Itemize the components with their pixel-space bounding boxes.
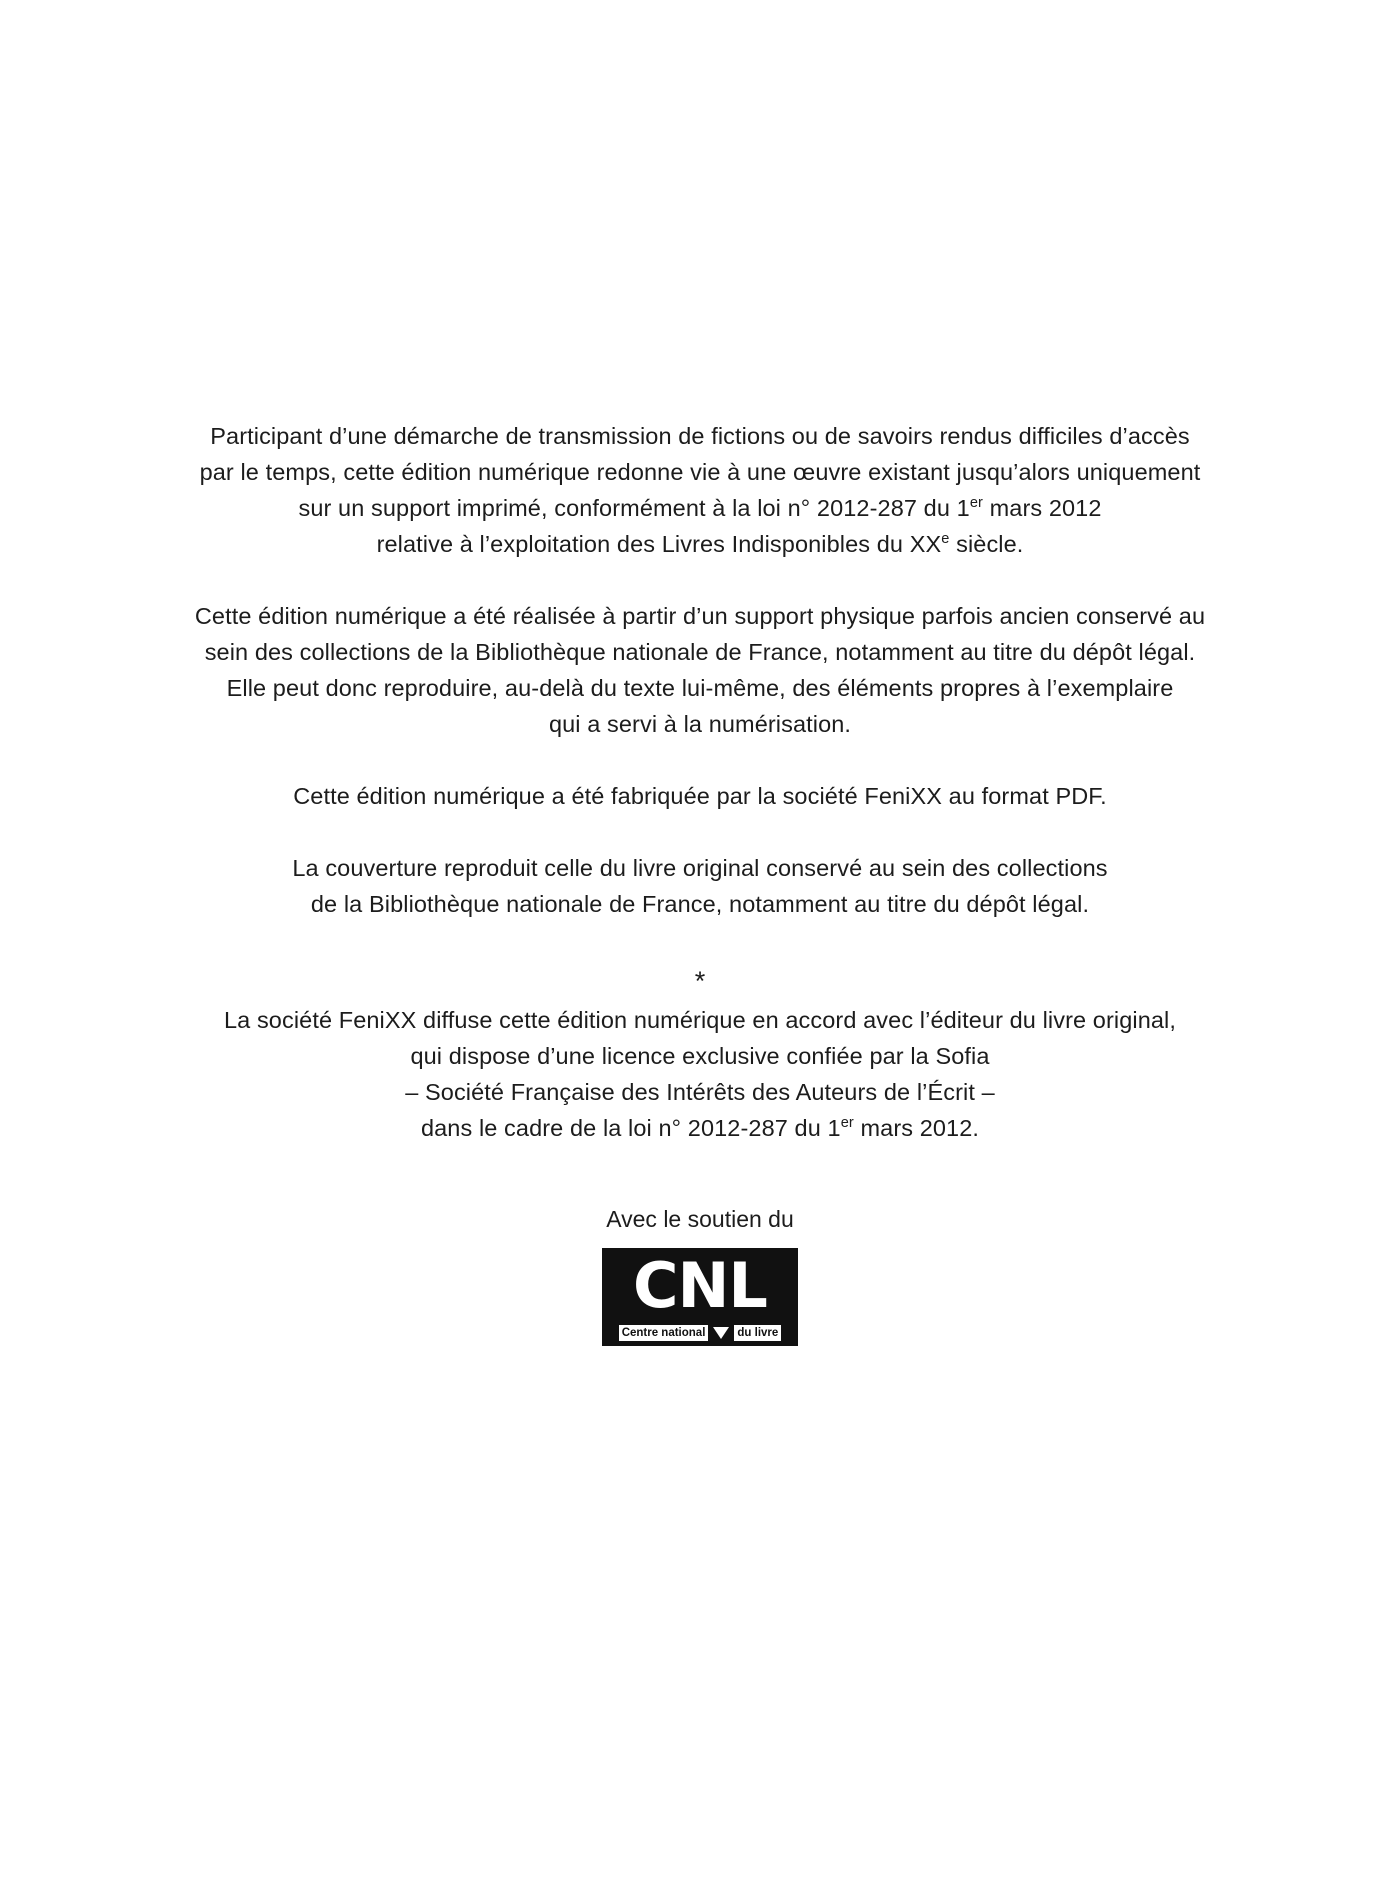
text-line: qui dispose d’une licence exclusive confiée par la Sofia bbox=[410, 1043, 990, 1069]
text-line: dans le cadre de la loi n° 2012-287 du 1er mars 2012. bbox=[420, 1115, 980, 1141]
text-line: La société FeniXX diffuse cette édition numérique en accord avec l’éditeur du livre original, bbox=[223, 1007, 1177, 1033]
text-line: Cette édition numérique a été réalisée à partir d’un support physique parfois ancien conservé au bbox=[194, 603, 1206, 629]
text-line: de la Bibliothèque nationale de France, notamment au titre du dépôt légal. bbox=[310, 891, 1090, 917]
paragraph-cover bbox=[110, 850, 1290, 922]
paragraph-diffusion bbox=[110, 1002, 1290, 1146]
text-line: par le temps, cette édition numérique redonne vie à une œuvre existant jusqu’alors uniquement bbox=[199, 459, 1201, 485]
text-line: qui a servi à la numérisation. bbox=[548, 711, 852, 737]
text-line: Participant d’une démarche de transmission de fictions ou de savoirs rendus difficiles d’accès bbox=[210, 423, 1190, 449]
text-line: Elle peut donc reproduire, au-delà du texte lui-même, des éléments propres à l’exemplaire bbox=[226, 675, 1174, 701]
support-section bbox=[0, 1204, 1400, 1346]
paragraph-source bbox=[110, 598, 1290, 742]
section-separator: * bbox=[694, 966, 706, 996]
triangle-icon bbox=[713, 1327, 729, 1339]
cnl-subtitle-row bbox=[602, 1324, 798, 1341]
text-line: relative à l’exploitation des Livres Indisponibles du XXe siècle. bbox=[376, 531, 1024, 557]
text-line: sur un support imprimé, conformément à la loi n° 2012-287 du 1er mars 2012 bbox=[298, 495, 1102, 521]
paragraph-mission bbox=[110, 418, 1290, 562]
text-line: La couverture reproduit celle du livre original conservé au sein des collections bbox=[292, 855, 1108, 881]
cnl-logo bbox=[602, 1248, 798, 1346]
text-line: – Société Française des Intérêts des Auteurs de l’Écrit – bbox=[405, 1079, 995, 1105]
legal-notice-block bbox=[0, 418, 1400, 1346]
text-line: Cette édition numérique a été fabriquée par la société FeniXX au format PDF. bbox=[293, 783, 1107, 809]
paragraph-format bbox=[110, 778, 1290, 814]
text-line: sein des collections de la Bibliothèque nationale de France, notamment au titre du dépôt légal. bbox=[204, 639, 1196, 665]
cnl-subtitle-left: Centre national bbox=[619, 1325, 709, 1341]
support-label: Avec le soutien du bbox=[606, 1206, 794, 1232]
cnl-wordmark: CNL bbox=[633, 1249, 767, 1322]
cnl-logo-wrapper bbox=[0, 1248, 1400, 1346]
cnl-subtitle-right: du livre bbox=[734, 1325, 781, 1341]
